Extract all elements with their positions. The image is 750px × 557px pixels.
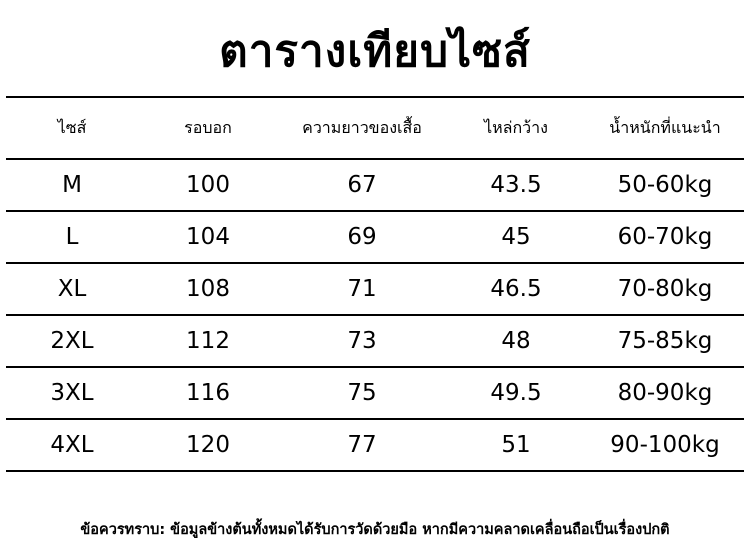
cell-weight: 60-70kg (586, 211, 744, 263)
cell-size: XL (6, 263, 138, 315)
cell-shoulder: 43.5 (446, 159, 586, 211)
cell-weight: 90-100kg (586, 419, 744, 471)
cell-chest: 112 (138, 315, 278, 367)
cell-weight: 50-60kg (586, 159, 744, 211)
cell-shoulder: 46.5 (446, 263, 586, 315)
cell-chest: 120 (138, 419, 278, 471)
cell-length: 69 (278, 211, 446, 263)
table-row (6, 263, 744, 315)
size-table-container (0, 96, 750, 472)
column-header-length: ความยาวของเสื้อ (278, 97, 446, 159)
column-header-shoulder: ไหล่กว้าง (446, 97, 586, 159)
column-header-size: ไซส์ (6, 97, 138, 159)
cell-weight: 75-85kg (586, 315, 744, 367)
page-title: ตารางเทียบไซส์ (219, 26, 531, 77)
cell-length: 67 (278, 159, 446, 211)
cell-shoulder: 45 (446, 211, 586, 263)
cell-size: 4XL (6, 419, 138, 471)
cell-chest: 100 (138, 159, 278, 211)
table-row (6, 315, 744, 367)
cell-length: 71 (278, 263, 446, 315)
cell-size: 2XL (6, 315, 138, 367)
column-header-weight: น้ำหนักที่แนะนำ (586, 97, 744, 159)
cell-size: 3XL (6, 367, 138, 419)
cell-shoulder: 48 (446, 315, 586, 367)
cell-shoulder: 51 (446, 419, 586, 471)
cell-chest: 116 (138, 367, 278, 419)
cell-chest: 104 (138, 211, 278, 263)
size-table (6, 96, 744, 472)
table-row (6, 211, 744, 263)
cell-weight: 70-80kg (586, 263, 744, 315)
cell-size: M (6, 159, 138, 211)
footnote-text: ข้อควรทราบ: ข้อมูลข้างต้นทั้งหมดได้รับการวัดด้วยมือ หากมีความคลาดเคลื่อนถือเป็นเรื่องปกติ (80, 522, 670, 538)
cell-shoulder: 49.5 (446, 367, 586, 419)
cell-length: 77 (278, 419, 446, 471)
column-header-chest: รอบอก (138, 97, 278, 159)
table-row (6, 367, 744, 419)
table-header-row (6, 97, 744, 159)
table-header (6, 97, 744, 159)
table-body (6, 159, 744, 471)
cell-chest: 108 (138, 263, 278, 315)
table-row (6, 419, 744, 471)
cell-length: 75 (278, 367, 446, 419)
cell-weight: 80-90kg (586, 367, 744, 419)
cell-length: 73 (278, 315, 446, 367)
cell-size: L (6, 211, 138, 263)
table-row (6, 159, 744, 211)
